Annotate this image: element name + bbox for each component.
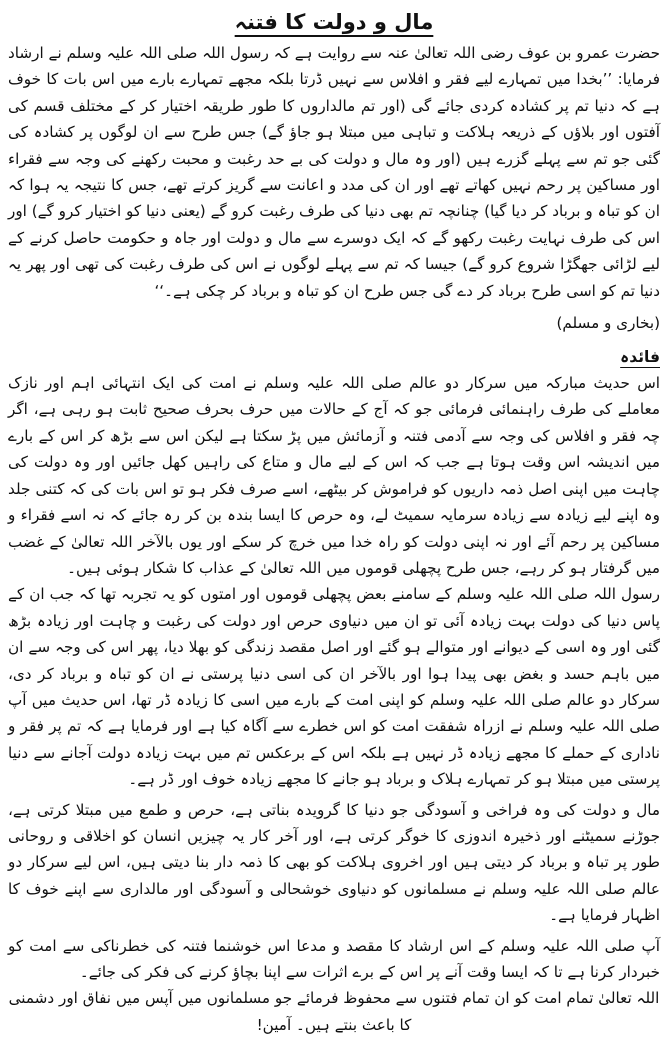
hadith-reference: (بخاری و مسلم) bbox=[556, 314, 660, 333]
page-title-text: مال و دولت کا فتنہ bbox=[234, 10, 434, 34]
faida-heading bbox=[8, 344, 660, 370]
closing-dua: اللہ تعالیٰ تمام امت کو ان تمام فتنوں سے محفوظ فرمائے جو مسلمانوں میں آپس میں نفاق اور دشمنی کا باعث بنتے ہیں۔ آمین! bbox=[8, 989, 660, 1034]
page-title bbox=[8, 6, 660, 38]
faida-paragraph-4: آپ صلی اللہ علیہ وسلم کے اس ارشاد کا مقصد و مدعا اس خوشنما فتنہ کی خطرناکی سے امت کو خبردار کرنا ہے تا کہ ایسا وقت آنے پر اس کے برے اثرات سے اپنا بچاؤ کرنے کی فکر کی جائے۔ bbox=[8, 936, 660, 981]
faida-paragraph-1: اس حدیث مبارکہ میں سرکار دو عالم صلی اللہ علیہ وسلم نے امت کی ایک انتہائی اہم اور نازک معاملے کی طرف راہنمائی فرمائی جو کہ آج کے حالات میں حرف بحرف صحیح ثابت ہو رہی ہے، اگر چہ فقر و افلاس کی وجہ سے آدمی فتنہ و آزمائش میں پڑ سکتا ہے لیکن اس سے بڑھ کر اس کے بارے میں اندیشہ اس وقت ہوتا ہے جب کہ اس کے لیے مال و متاع کی راہیں کھل جائیں اور وہ دولت کی چاہت میں اپنی اصل ذمہ داریوں کو فراموش کر بیٹھے، اسے صرف فکر ہو تو اس بات کی کہ کتنی جلد وہ اپنے لیے زیادہ سے زیادہ سرمایہ سمیٹ لے، وہ حرص کا ایسا بندہ بن کر رہ جائے کہ نہ اسے فقراء و مساکین پر رحم آئے اور نہ اپنی دولت کو راہ خدا میں خرچ کر سکے اور یوں بالآخر اللہ تعالیٰ کے غضب میں گرفتار ہو کر رہے، جس طرح پچھلی قوموں میں اللہ تعالیٰ کے عذاب کا شکار ہوئی ہیں۔ bbox=[8, 374, 660, 577]
faida-paragraph-2: رسول اللہ صلی اللہ علیہ وسلم کے سامنے بعض پچھلی قوموں اور امتوں کو یہ تجربہ تھا کہ جب ان کے پاس دنیا کی دولت بہت زیادہ آئی تو ان میں دنیاوی حرص اور دولت کی رغبت و چاہت اور زیادہ بڑھ گئی اور وہ اسی کے دیوانے اور متوالے ہو گئے اور اصل مقصد زندگی کو بھلا دیا، پھر اس کی وجہ سے ان میں باہم حسد و بغض بھی پیدا ہوا اور بالآخر ان کی اسی دنیا پرستی نے ان کو تباہ و برباد کر دی، سرکار دو عالم صلی اللہ علیہ وسلم کو اپنی امت کے بارے میں اسی کا زیادہ ڈر تھا، اس حدیث میں آپ صلی اللہ علیہ وسلم نے ازراہ شفقت امت کو اس خطرے سے آگاہ کیا ہے اور فرمایا ہے کہ تم پر فقر و ناداری کے حملے کا مجھے زیادہ ڈر نہیں ہے بلکہ اس کے برعکس تم میں بہت زیادہ دولت آجانے سے دنیا پرستی میں مبتلا ہو کر تمہارے ہلاک و برباد ہو جانے کا مجھے زیادہ خوف اور ڈر ہے۔ bbox=[8, 585, 660, 789]
hadith-paragraph: حضرت عمرو بن عوف رضی اللہ تعالیٰ عنہ سے روایت ہے کہ رسول اللہ صلی اللہ علیہ وسلم نے ارشاد فرمایا: ’’بخدا میں تمہارے لیے فقر و افلاس سے نہیں ڈرتا بلکہ مجھے تمہارے بارے میں اس بات کا خوف ہے کہ دنیا تم پر کشادہ کردی جائے گی (اور تم مالداروں کا طور طریقہ اختیار کر کے مختلف قسم کی آفتوں اور بلاؤں کے ذریعہ ہلاکت و تباہی میں مبتلا ہو جاؤ گے) جس طرح سے ان لوگوں پر کشادہ کی گئی جو تم سے پہلے گزرے ہیں (اور وہ مال و دولت کی بے حد رغبت و محبت رکھنے کی وجہ سے فقراء اور مساکین پر رحم نہیں کھاتے تھے اور ان کی مدد و اعانت سے گریز کرتے تھے، جس کا نتیجہ یہ ہوا کہ ان کو تباہ و برباد کر دیا گیا) چنانچہ تم بھی دنیا کی طرف رغبت کرو گے (یعنی دنیا کو اختیار کرو گے) اور اس کی طرف نہایت رغبت رکھو گے کہ ایک دوسرے سے مال و دولت اور جاہ و حکومت حاصل کرنے کے لیے لڑائی جھگڑا شروع کرو گے) جیسا کہ تم سے پہلے لوگوں نے اس کی طرف رغبت کی تھی اور پھر یہ دنیا تم کو اسی طرح برباد کر دے گی جس طرح ان کو تباہ و برباد کر چکی ہے۔‘‘ bbox=[8, 44, 660, 300]
faida-heading-text: فائدہ bbox=[620, 348, 660, 367]
faida-paragraph-3: مال و دولت کی وہ فراخی و آسودگی جو دنیا کا گرویدہ بناتی ہے، حرص و طمع میں مبتلا کرتی ہے، جوڑنے سمیٹنے اور ذخیرہ اندوزی کا خوگر کرتی ہے، اور آخر کار یہ چیزیں انسان کو اخلاقی و روحانی طور پر تباہ و برباد کر دیتی ہیں اور اخروی ہلاکت کو بھی کا ذمہ دار بنا دیتی ہیں، اس لیے سرکار دو عالم صلی اللہ علیہ وسلم نے مسلمانوں کو دنیاوی خوشحالی و آسودگی اور مالداری سے اپنے خوف کا اظہار فرمایا ہے۔ bbox=[8, 800, 660, 925]
